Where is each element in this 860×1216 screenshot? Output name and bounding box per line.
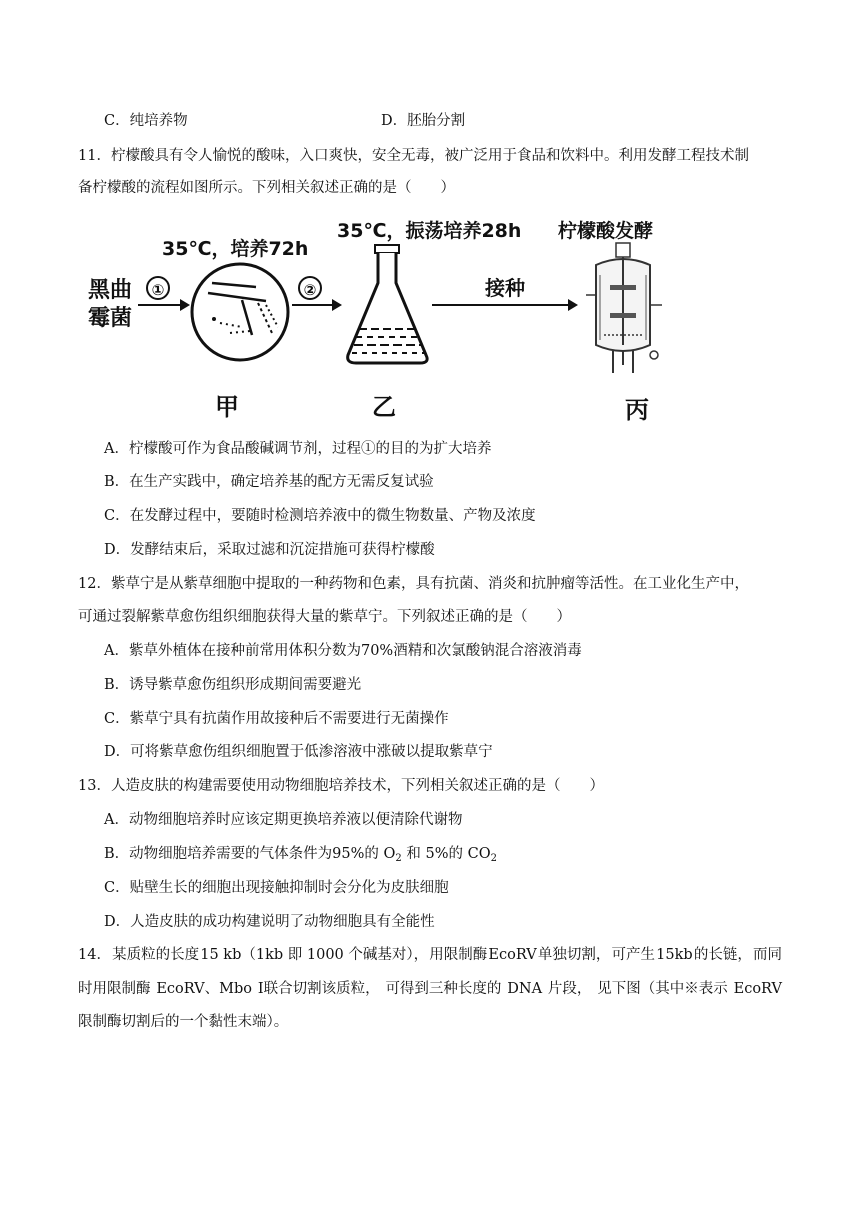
q14-line3: 限制酶切割后的一个黏性末端）。 — [78, 1014, 289, 1030]
q12-stem-line1: 12．紫草宁是从紫草细胞中提取的一种药物和色素，具有抗菌、消炎和抗肿瘤等活性。在工业化生产中， — [78, 576, 749, 592]
label-yi: 乙 — [372, 393, 396, 421]
q11-option-b: B．在生产实践中，确定培养基的配方无需反复试验 — [104, 474, 434, 490]
source-label-1: 黑曲 — [88, 278, 133, 303]
flask-icon — [348, 245, 427, 363]
q11-stem-line1: 11．柠檬酸具有令人愉悦的酸味，入口爽快，安全无毒，被广泛用于食品和饮料中。利用发酵工程技术制 — [78, 148, 749, 164]
q12-stem-line2: 可通过裂解紫草愈伤组织细胞获得大量的紫草宁。下列叙述正确的是（ ） — [78, 609, 571, 625]
q12-option-a: A．紫草外植体在接种前常用体积分数为70%酒精和次氯酸钠混合溶液消毒 — [104, 643, 582, 659]
arrow-2-head — [332, 299, 342, 311]
step2-label: ② — [303, 281, 317, 299]
q13-option-a: A．动物细胞培养时应该定期更换培养液以便清除代谢物 — [104, 812, 463, 828]
q11-option-d: D．发酵结束后，采取过滤和沉淀措施可获得柠檬酸 — [104, 542, 435, 558]
q14-line2: 时用限制酶 EcoRV、Mbo Ⅰ联合切割该质粒， 可得到三种长度的 DNA 片段， 见下图（其中※表示 EcoRV — [78, 981, 782, 997]
petri-dish-icon — [192, 264, 288, 360]
step1-label: ① — [151, 281, 165, 299]
q13-stem: 13．人造皮肤的构建需要使用动物细胞培养技术，下列相关叙述正确的是（ ） — [78, 778, 604, 794]
q12-option-c: C．紫草宁具有抗菌作用故接种后不需要进行无菌操作 — [104, 711, 449, 727]
q11-option-a: A．柠檬酸可作为食品酸碱调节剂，过程①的目的为扩大培养 — [104, 441, 492, 457]
bing-caption: 柠檬酸发酵 — [558, 220, 654, 242]
q13-option-b: B．动物细胞培养需要的气体条件为95%的 $O_2$ 和 5%的 $CO_2$ — [104, 846, 497, 864]
q13-option-d: D．人造皮肤的成功构建说明了动物细胞具有全能性 — [104, 914, 435, 930]
arrow-3-head — [568, 299, 578, 311]
fermenter-icon — [586, 243, 662, 373]
inoculate-label: 接种 — [485, 276, 525, 300]
source-label-2: 霉菌 — [88, 306, 133, 331]
option-c: C．纯培养物 — [104, 113, 188, 129]
q14-line1: 14． 某质粒的长度 15 kb（1kb 即 1000 个碱基对）， 用限制酶 EcoRV 单独切割， 可产生 15kb 的长链， 而同 — [78, 947, 782, 963]
q11-option-c: C．在发酵过程中，要随时检测培养液中的微生物数量、产物及浓度 — [104, 508, 536, 524]
yi-caption: 35℃，振荡培养28h — [337, 220, 522, 242]
q12-option-d: D．可将紫草愈伤组织细胞置于低渗溶液中涨破以提取紫草宁 — [104, 744, 493, 760]
option-d: D．胚胎分割 — [381, 113, 466, 129]
q13-option-c: C．贴壁生长的细胞出现接触抑制时会分化为皮肤细胞 — [104, 880, 449, 896]
arrow-1-head — [180, 299, 190, 311]
jia-caption: 35℃，培养72h — [162, 238, 309, 260]
citric-acid-flow-diagram — [80, 205, 680, 425]
q11-stem-line2: 备柠檬酸的流程如图所示。下列相关叙述正确的是（ ） — [78, 180, 455, 196]
label-bing: 丙 — [625, 396, 649, 424]
label-jia: 甲 — [215, 393, 239, 421]
q12-option-b: B．诱导紫草愈伤组织形成期间需要避光 — [104, 677, 362, 693]
